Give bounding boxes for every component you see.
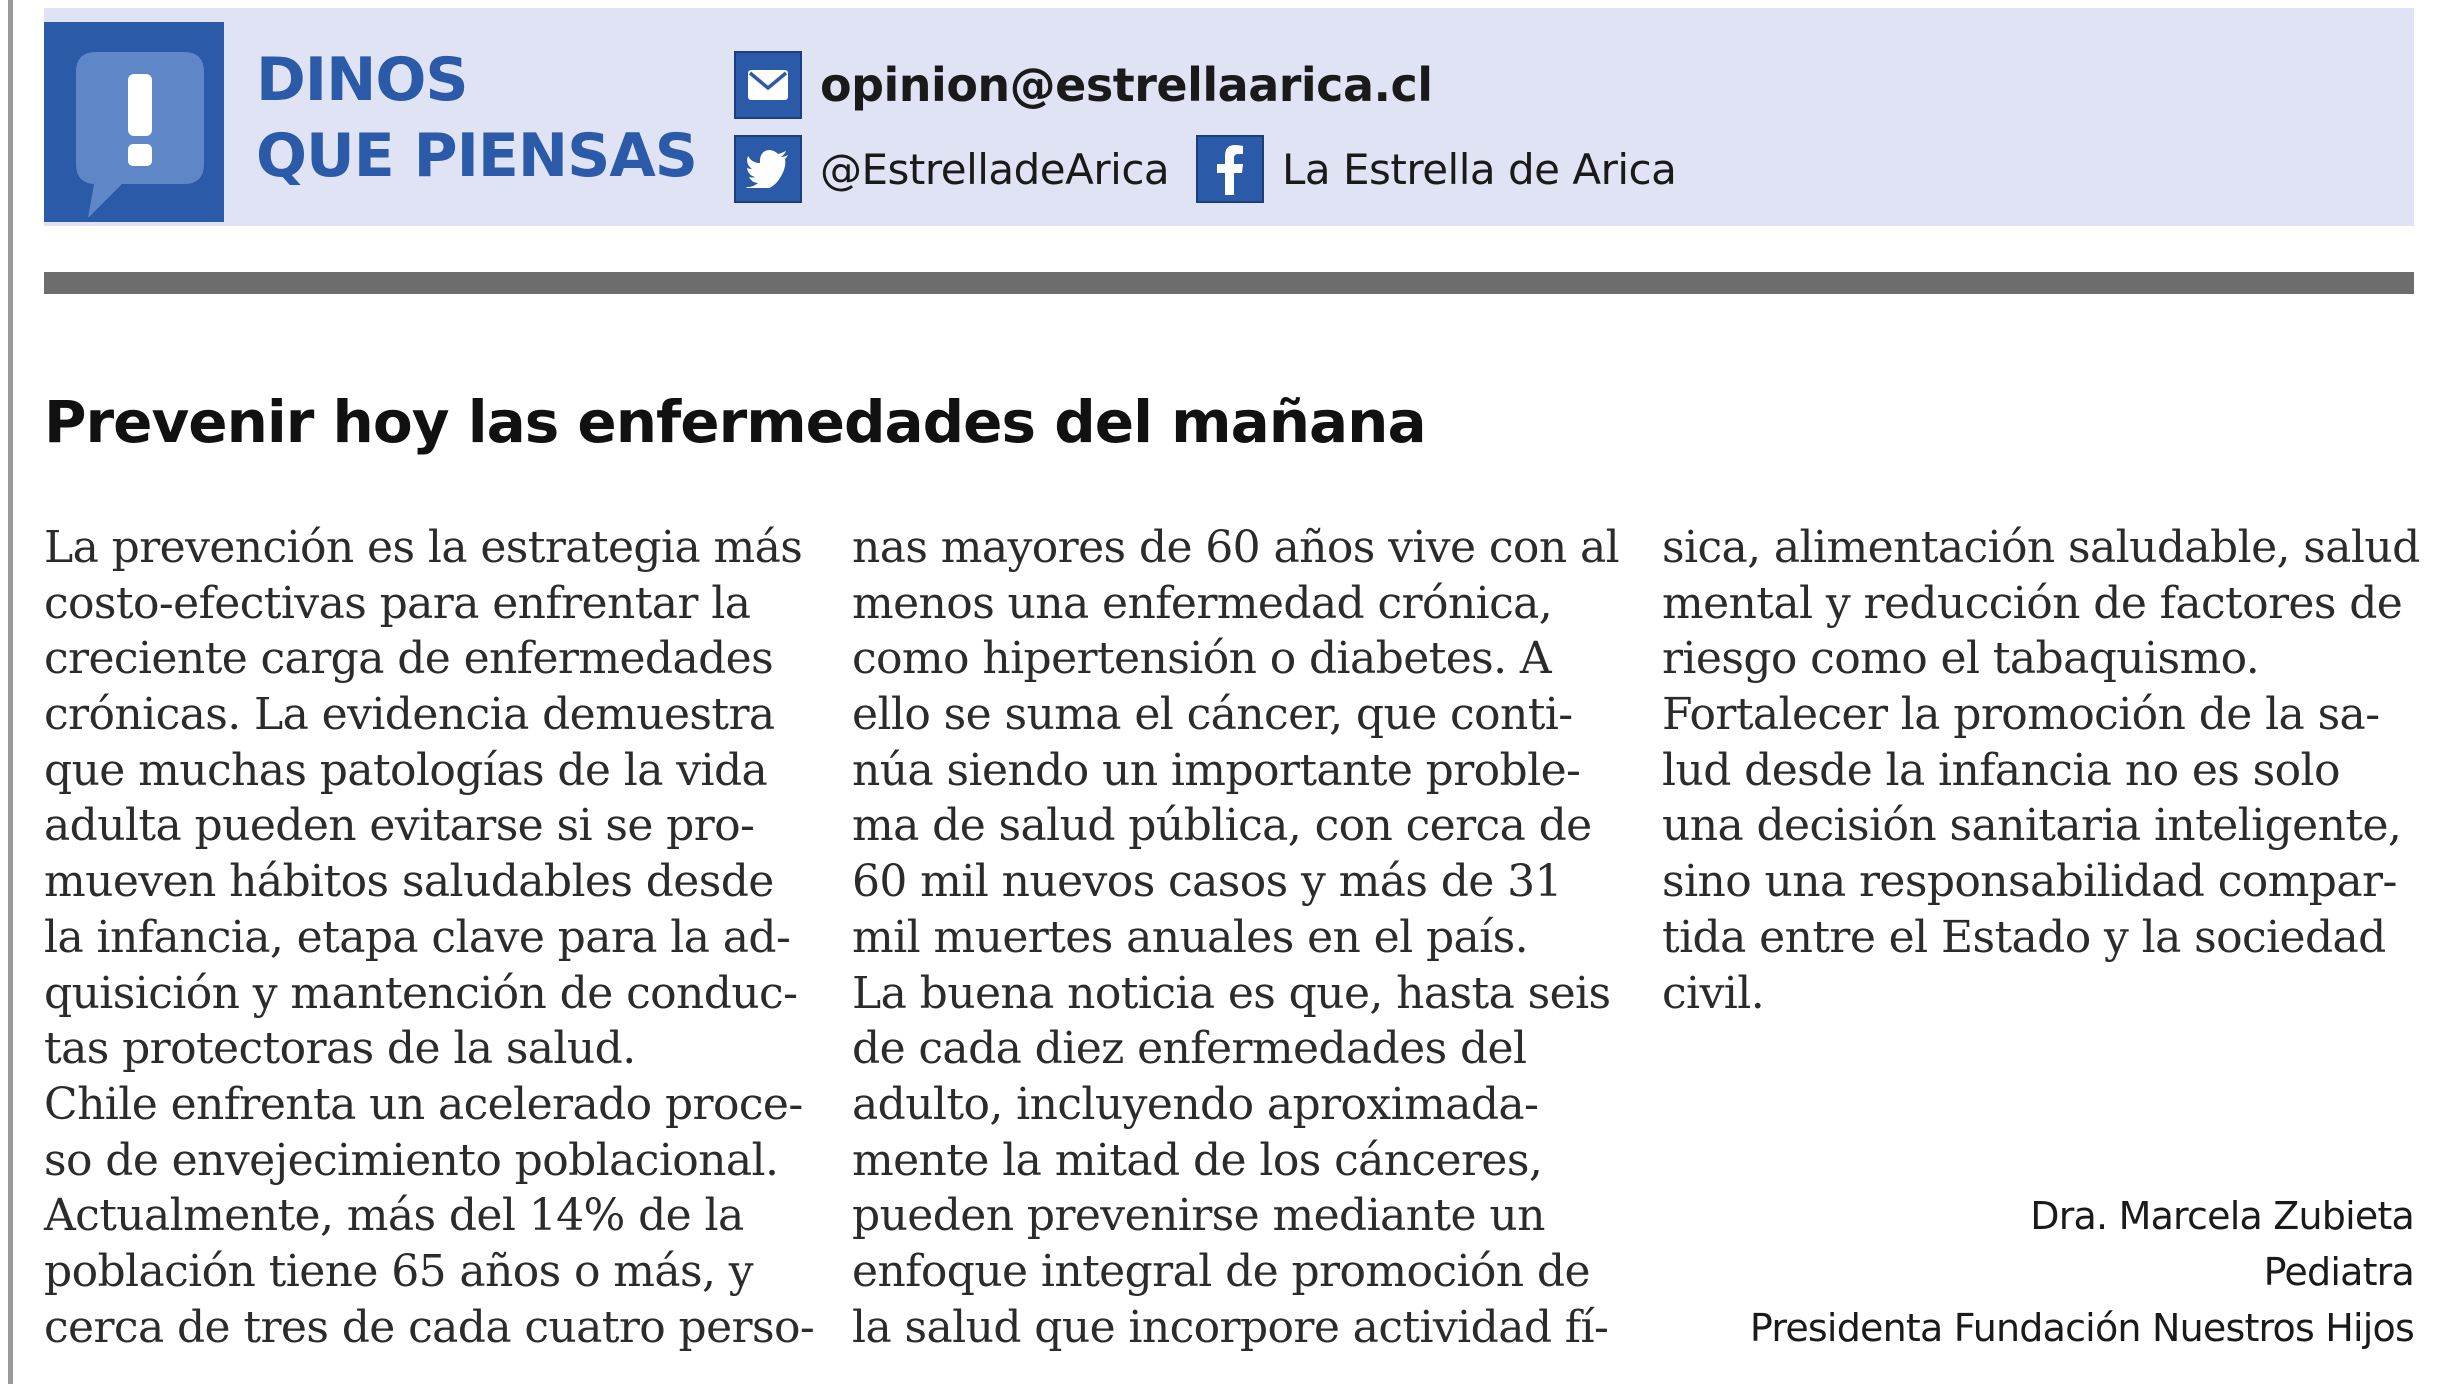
twitter-contact[interactable] — [734, 136, 1169, 202]
article-text-line: quisición y mantención de conduc- — [44, 967, 798, 1019]
twitter-icon — [734, 135, 802, 203]
article-column-1 — [44, 520, 814, 1355]
envelope-icon — [734, 51, 802, 119]
section-title — [256, 42, 697, 194]
section-title-line2: QUE PIENSAS — [256, 121, 697, 191]
article-text-line: una decisión sanitaria inteligente, — [1662, 800, 2402, 852]
article-text-line: mueven hábitos saludables desde — [44, 856, 774, 908]
article-text-line: adulta pueden evitarse si se pro- — [44, 800, 755, 852]
article-text-line: enfoque integral de promoción de — [852, 1245, 1590, 1297]
article-text-line: civil. — [1662, 967, 1765, 1019]
email-contact[interactable] — [734, 52, 1433, 118]
article-text-line: como hipertensión o diabetes. A — [852, 633, 1552, 685]
article-text-line: crónicas. La evidencia demuestra — [44, 689, 775, 741]
article-text-line: Actualmente, más del 14% de la — [44, 1190, 744, 1242]
article-text-line: cerca de tres de cada cuatro perso- — [44, 1301, 815, 1353]
article-text-line: riesgo como el tabaquismo. — [1662, 633, 2260, 685]
article-text-line: ello se suma el cáncer, que conti- — [852, 689, 1573, 741]
article-text-line: adulto, incluyendo aproximada- — [852, 1078, 1539, 1130]
article-text-line: creciente carga de enfermedades — [44, 633, 774, 685]
article-text-line: 60 mil nuevos casos y más de 31 — [852, 856, 1562, 908]
article-column-2 — [852, 520, 1622, 1355]
article-text-line: núa siendo un importante proble- — [852, 744, 1581, 796]
article-text-line: de cada diez enfermedades del — [852, 1023, 1527, 1075]
section-divider — [44, 272, 2414, 294]
article-text-line: menos una enfermedad crónica, — [852, 577, 1553, 629]
facebook-icon — [1196, 135, 1264, 203]
article-text-line: so de envejecimiento poblacional. — [44, 1134, 779, 1186]
article-text-line: nas mayores de 60 años vive con al — [852, 522, 1620, 573]
author-role: Pediatra — [2263, 1250, 2414, 1294]
article-text-line: tas protectoras de la salud. — [44, 1023, 636, 1075]
page-left-border — [8, 0, 13, 1384]
facebook-page[interactable]: La Estrella de Arica — [1282, 144, 1677, 194]
article-text-line: La buena noticia es que, hasta seis — [852, 967, 1611, 1019]
article-text-line: pueden prevenirse mediante un — [852, 1190, 1545, 1242]
author-affiliation: Presidenta Fundación Nuestros Hijos — [1749, 1306, 2414, 1350]
author-name: Dra. Marcela Zubieta — [2030, 1194, 2414, 1238]
article-text-line: Fortalecer la promoción de la sa- — [1662, 689, 2380, 741]
article-text-line: Chile enfrenta un acelerado proce- — [44, 1078, 803, 1130]
article-text-line: La prevención es la estrategia más — [44, 522, 803, 573]
article-headline: Prevenir hoy las enfermedades del mañana — [44, 388, 1426, 456]
article-text-line: la infancia, etapa clave para la ad- — [44, 911, 791, 963]
article-text-line: la salud que incorpore actividad fí- — [852, 1301, 1609, 1353]
article-text-line: sino una responsabilidad compar- — [1662, 856, 2397, 908]
article-text-line: costo-efectivas para enfrentar la — [44, 577, 751, 629]
facebook-contact[interactable] — [1196, 136, 1676, 202]
article-text-line: lud desde la infancia no es solo — [1662, 744, 2340, 796]
article-text-line: tida entre el Estado y la sociedad — [1662, 911, 2386, 963]
twitter-handle[interactable]: @EstrelladeArica — [820, 144, 1170, 194]
article-text-line: mil muertes anuales en el país. — [852, 911, 1528, 963]
article-text-line: ma de salud pública, con cerca de — [852, 800, 1592, 852]
opinion-logo — [44, 22, 224, 222]
article-text-line: que muchas patologías de la vida — [44, 744, 768, 796]
article-text-line: mental y reducción de factores de — [1662, 577, 2403, 629]
article-text-line: población tiene 65 años o más, y — [44, 1245, 754, 1297]
article-column-3 — [1662, 520, 2432, 1021]
article-text-line: mente la mitad de los cánceres, — [852, 1134, 1543, 1186]
speech-bubble-exclamation-icon — [44, 22, 224, 222]
article-signature — [1750, 1188, 2414, 1356]
email-address[interactable]: opinion@estrellaarica.cl — [820, 58, 1433, 112]
section-title-line1: DINOS — [256, 45, 468, 115]
article-text-line: sica, alimentación saludable, salud — [1662, 522, 2420, 573]
